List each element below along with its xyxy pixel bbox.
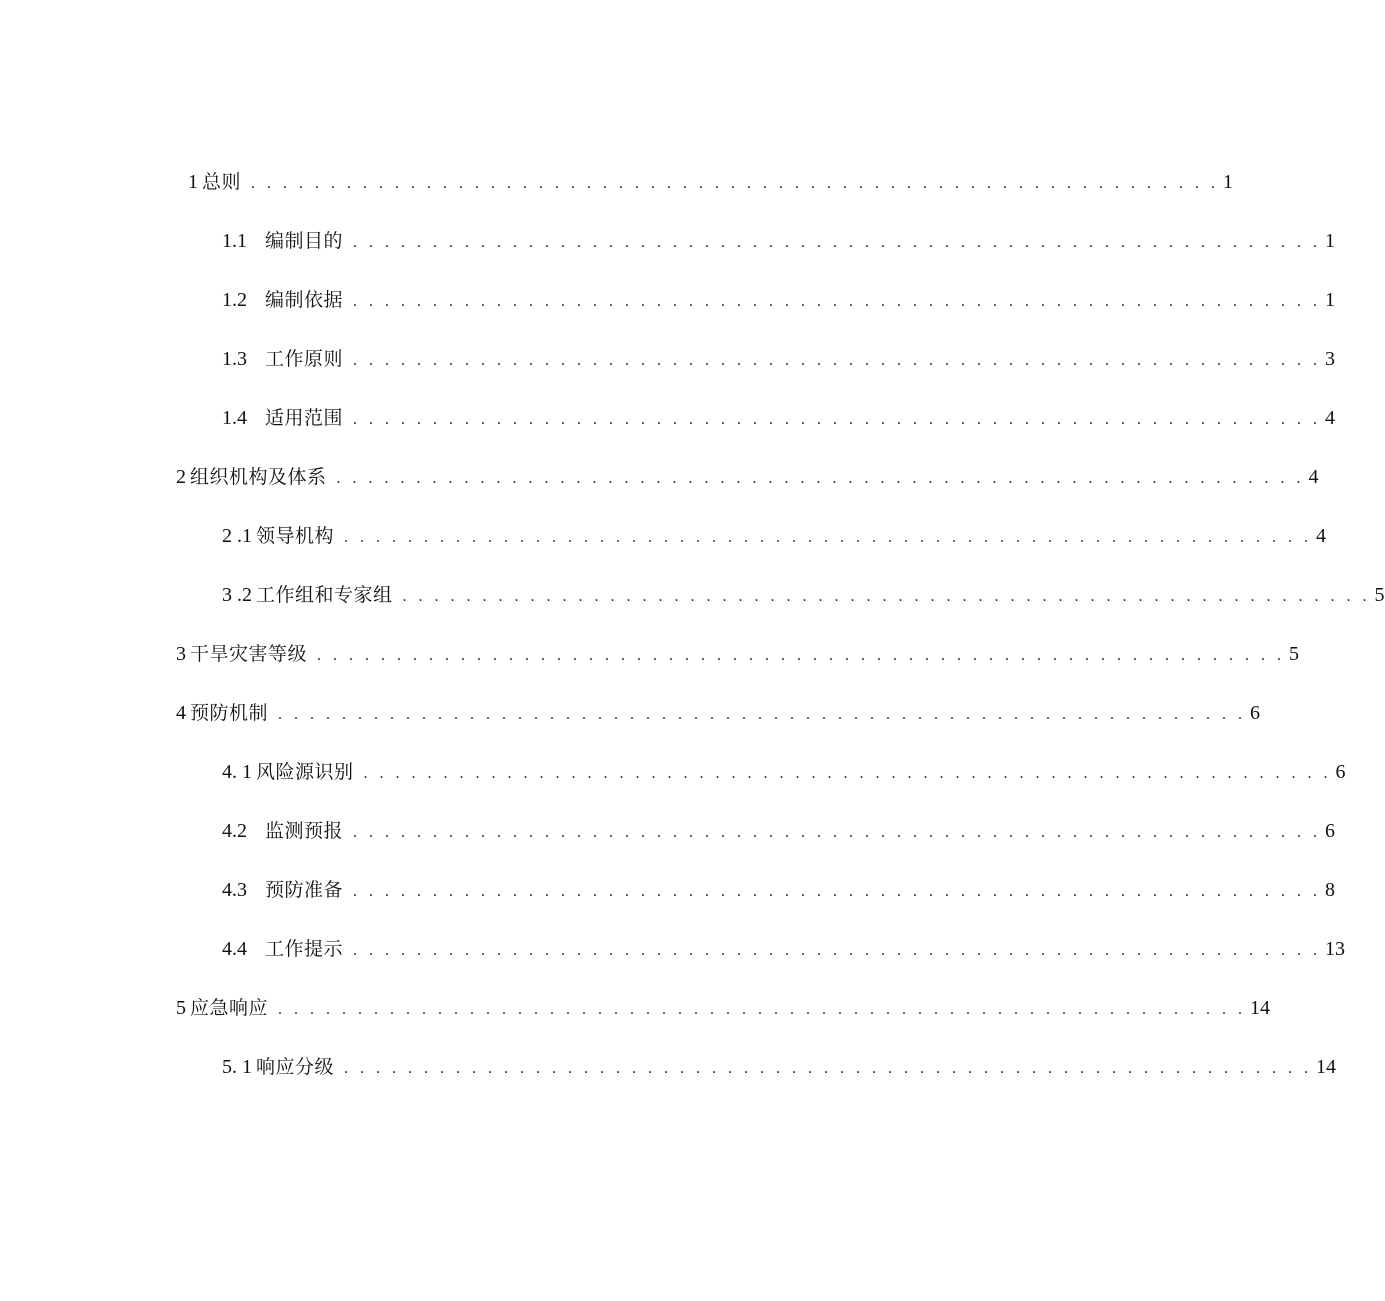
toc-entry-2[interactable] (176, 462, 1319, 492)
entry-number: 1.4 (222, 407, 247, 429)
entry-number: 3 (176, 643, 186, 665)
toc-entry-3-2[interactable] (222, 580, 1385, 610)
toc-entry-3[interactable] (176, 639, 1300, 669)
entry-title: 工作组和专家组 (256, 584, 393, 606)
entry-number: 1.3 (222, 348, 247, 370)
dot-leader: . . . . . . . . . . . . . . . . . . . . . . . . . . . . . . . . . . . . . . . . . . . . . . . . . . . . . . . . . . . . . (353, 234, 1322, 251)
toc-entry-4-1[interactable] (222, 757, 1346, 787)
entry-page-number: 1 (1325, 289, 1336, 311)
dot-leader: . . . . . . . . . . . . . . . . . . . . . . . . . . . . . . . . . . . . . . . . . . . . . . . . . . . . . . . . . . . . . (353, 883, 1322, 900)
dot-leader: . . . . . . . . . . . . . . . . . . . . . . . . . . . . . . . . . . . . . . . . . . . . . . . . . . . . . . . . . . . . . (363, 765, 1332, 782)
dot-leader: . . . . . . . . . . . . . . . . . . . . . . . . . . . . . . . . . . . . . . . . . . . . . . . . . . . . . . . . . . . . . (278, 1001, 1247, 1018)
toc-entry-4[interactable] (176, 698, 1261, 728)
entry-page-number: 4 (1316, 525, 1327, 547)
entry-page-number: 6 (1250, 702, 1261, 724)
entry-title: 工作提示 (265, 938, 344, 960)
dot-leader: . . . . . . . . . . . . . . . . . . . . . . . . . . . . . . . . . . . . . . . . . . . . . . . . . . . . . . . . . . . . . (336, 470, 1305, 487)
entry-page-number: 13 (1325, 938, 1346, 960)
entry-title: 应急响应 (190, 997, 269, 1019)
entry-number: 2 (176, 466, 186, 488)
entry-title: 预防机制 (190, 702, 269, 724)
entry-page-number: 14 (1250, 997, 1271, 1019)
toc-entry-1-4[interactable] (222, 403, 1336, 433)
entry-page-number: 1 (1223, 171, 1234, 193)
toc-entry-4-4[interactable] (222, 934, 1346, 964)
dot-leader: . . . . . . . . . . . . . . . . . . . . . . . . . . . . . . . . . . . . . . . . . . . . . . . . . . . . . . . . . . . . . (278, 706, 1247, 723)
entry-page-number: 4 (1308, 466, 1319, 488)
entry-number: 4 (176, 702, 186, 724)
toc-entry-1-3[interactable] (222, 344, 1336, 374)
dot-leader: . . . . . . . . . . . . . . . . . . . . . . . . . . . . . . . . . . . . . . . . . . . . . . . . . . . . . . . . . . . . . (353, 942, 1322, 959)
entry-number: 1.2 (222, 289, 247, 311)
entry-number: 4.4 (222, 938, 247, 960)
entry-page-number: 6 (1325, 820, 1336, 842)
entry-number: 5 (176, 997, 186, 1019)
dot-leader: . . . . . . . . . . . . . . . . . . . . . . . . . . . . . . . . . . . . . . . . . . . . . . . . . . . . . . . . . . . . . (402, 588, 1371, 605)
dot-leader: . . . . . . . . . . . . . . . . . . . . . . . . . . . . . . . . . . . . . . . . . . . . . . . . . . . . . . . . . . . . . (353, 293, 1322, 310)
dot-leader: . . . . . . . . . . . . . . . . . . . . . . . . . . . . . . . . . . . . . . . . . . . . . . . . . . . . . . . . . . . . . (317, 647, 1286, 664)
toc-entry-4-2[interactable] (222, 816, 1336, 846)
entry-page-number: 14 (1316, 1056, 1337, 1078)
dot-leader: . . . . . . . . . . . . . . . . . . . . . . . . . . . . . . . . . . . . . . . . . . . . . . . . . . . . . . . . . . . . . (344, 529, 1313, 546)
entry-title: 监测预报 (265, 820, 344, 842)
dot-leader: . . . . . . . . . . . . . . . . . . . . . . . . . . . . . . . . . . . . . . . . . . . . . . . . . . . . . . . . . . . . . (353, 352, 1322, 369)
entry-title: 预防准备 (265, 879, 344, 901)
entry-title: 编制依据 (265, 289, 344, 311)
entry-number: 1.1 (222, 230, 247, 252)
toc-entry-4-3[interactable] (222, 875, 1336, 905)
entry-title: 风险源识别 (256, 761, 354, 783)
dot-leader: . . . . . . . . . . . . . . . . . . . . . . . . . . . . . . . . . . . . . . . . . . . . . . . . . . . . . . . . . . . . . (344, 1060, 1313, 1077)
entry-title: 组织机构及体系 (190, 466, 327, 488)
entry-title: 编制目的 (265, 230, 344, 252)
dot-leader: . . . . . . . . . . . . . . . . . . . . . . . . . . . . . . . . . . . . . . . . . . . . . . . . . . . . . . . . . . . . . (353, 824, 1322, 841)
entry-number: 4.2 (222, 820, 247, 842)
entry-title: 响应分级 (256, 1056, 335, 1078)
entry-number: 3 .2 (222, 584, 252, 606)
toc-entry-5-1[interactable] (222, 1052, 1337, 1082)
entry-number: 4.3 (222, 879, 247, 901)
entry-number: 5. 1 (222, 1056, 252, 1078)
entry-number: 1 (188, 171, 198, 193)
entry-page-number: 5 (1374, 584, 1385, 606)
toc-entry-1-1[interactable] (222, 226, 1336, 256)
entry-number: 2 .1 (222, 525, 252, 547)
entry-page-number: 1 (1325, 230, 1336, 252)
dot-leader: . . . . . . . . . . . . . . . . . . . . . . . . . . . . . . . . . . . . . . . . . . . . . . . . . . . . . . . . . . . . . (353, 411, 1322, 428)
entry-title: 干旱灾害等级 (190, 643, 308, 665)
toc-entry-5[interactable] (176, 993, 1271, 1023)
entry-page-number: 3 (1325, 348, 1336, 370)
entry-number: 4. 1 (222, 761, 252, 783)
entry-title: 领导机构 (256, 525, 335, 547)
entry-page-number: 6 (1335, 761, 1346, 783)
toc-entry-1-2[interactable] (222, 285, 1336, 315)
entry-page-number: 5 (1289, 643, 1300, 665)
dot-leader: . . . . . . . . . . . . . . . . . . . . . . . . . . . . . . . . . . . . . . . . . . . . . . . . . . . . . . . . . . . . . (251, 175, 1220, 192)
entry-title: 适用范围 (265, 407, 344, 429)
entry-title: 工作原则 (265, 348, 344, 370)
entry-title: 总则 (202, 171, 242, 193)
toc-entry-1[interactable] (188, 167, 1234, 197)
entry-page-number: 4 (1325, 407, 1336, 429)
toc-entry-2-1[interactable] (222, 521, 1327, 551)
entry-page-number: 8 (1325, 879, 1336, 901)
